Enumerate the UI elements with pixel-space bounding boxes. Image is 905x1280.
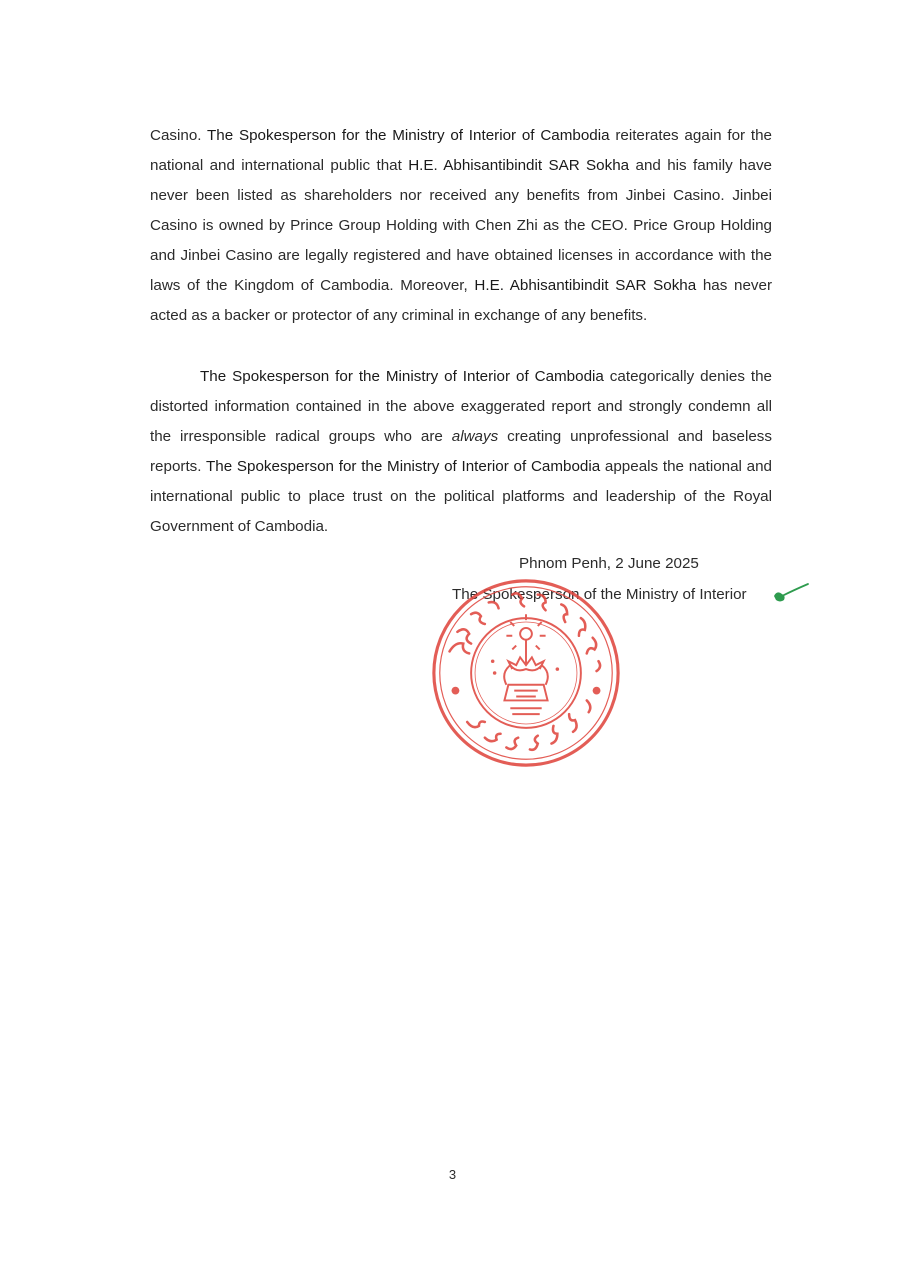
spokesperson-reference: The Spokesperson for the Ministry of Interior of Cambodia	[207, 127, 610, 144]
place-and-date: Phnom Penh, 2 June 2025	[519, 555, 699, 572]
page-number: 3	[448, 1167, 457, 1182]
green-initial-mark-icon	[772, 582, 810, 604]
paragraph-2-text: appeals the national and international public to place trust on the political platforms and leadership of the Royal Government of Cambodia.	[150, 458, 773, 535]
minister-name: H.E. Abhisantibindit SAR Sokha	[408, 157, 630, 174]
emphasized-word: always	[451, 428, 499, 445]
paragraph-2	[150, 362, 772, 542]
paragraph-1-text: has never acted as a backer or protector of any criminal in exchange of any benefits.	[150, 277, 772, 324]
signatory-title: The Spokesperson of the Ministry of Interior	[452, 586, 747, 603]
paragraph-1-lead: Casino.	[150, 127, 208, 144]
paragraph-1-text: reiterates again for the national and international public that	[150, 127, 772, 174]
paragraph-1	[150, 121, 772, 331]
minister-name: H.E. Abhisantibindit SAR Sokha	[474, 277, 697, 294]
paragraph-2-text: categorically denies the distorted information contained in the above exaggerated report and strongly condemn all the irresponsible radical groups who are	[150, 368, 772, 445]
paragraph-2-text: creating unprofessional and baseless reports.	[150, 428, 772, 475]
spokesperson-reference: The Spokesperson for the Ministry of Interior of Cambodia	[205, 458, 601, 475]
ministry-seal-stamp	[428, 575, 624, 771]
paragraph-1-text: and his family have never been listed as shareholders nor received any benefits from Jinbei Casino. Jinbei Casino is owned by Prince Group Holding with Chen Zhi as the CEO. Price Group Holding and Jinbei Casino are legally registered and have obtained licenses in accordance with the laws of the Kingdom of Cambodia. Moreover,	[150, 157, 772, 294]
spokesperson-reference: The Spokesperson for the Ministry of Interior of Cambodia	[200, 368, 604, 385]
